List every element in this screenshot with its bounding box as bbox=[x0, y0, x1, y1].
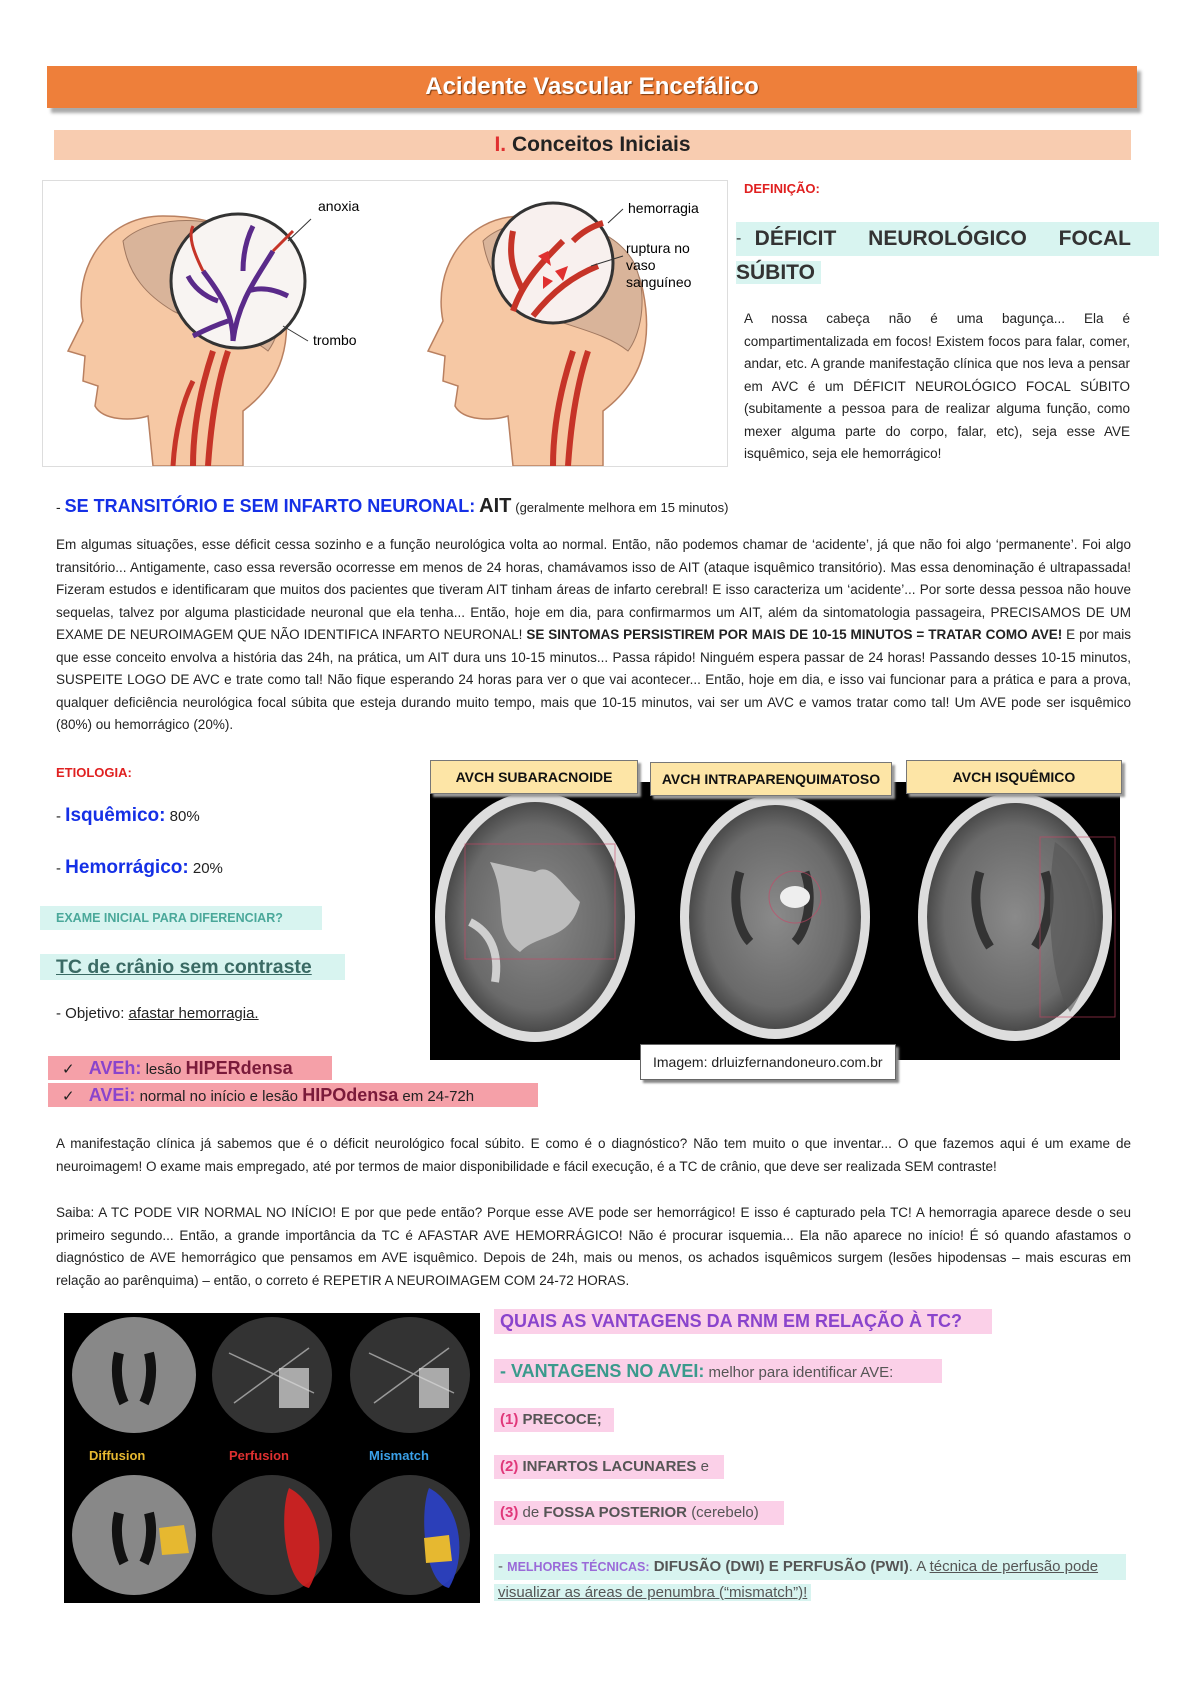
isq-dash: - bbox=[56, 808, 61, 825]
rnm-tec-dash: - bbox=[498, 1558, 503, 1575]
rnm-vant-text: melhor para identificar AVE: bbox=[708, 1364, 894, 1381]
ct-scan-isquemico bbox=[918, 793, 1115, 1041]
ct-caption: Imagem: drluizfernandoneuro.com.br bbox=[640, 1044, 896, 1080]
mri-perfusion-1 bbox=[212, 1317, 332, 1433]
mri-diffusion-2 bbox=[72, 1475, 196, 1595]
rnm-vantagens bbox=[494, 1359, 942, 1383]
rnm-tecnicas bbox=[494, 1554, 1126, 1605]
hem-value: 20% bbox=[192, 860, 223, 877]
etiologia-hemorragico bbox=[56, 857, 223, 879]
mri-mismatch-1 bbox=[350, 1317, 470, 1433]
avei-text1: normal no início e lesão bbox=[139, 1088, 299, 1105]
aveh-check: ✓ bbox=[62, 1061, 75, 1078]
etiologia-isquemico bbox=[56, 805, 200, 827]
mri-diffusion-1 bbox=[72, 1317, 196, 1433]
rnm-i1-text: PRECOCE; bbox=[522, 1411, 602, 1428]
objetivo-label: - Objetivo: bbox=[56, 1005, 125, 1022]
transitorio-p1: Em algumas situações, esse déficit cessa sozinho e a função neurológica volta ao normal. Então, não podemos chamar de ‘acidente’, já que não foi algo ‘permanente’. Foi algo transitório... Antigamente, caso essa reversão ocorresse em menos de 24 horas, chamávamos isso de AIT (ataque isquêmico transitório). Mas essa denominação é ultrapassada! Fizeram estudos e identificaram que muitos dos pacientes que tiveram AIT tinham áreas de infarto cerebral! E isso caracteriza um ‘acidente’... Por sorte dessa pessoa não houve sequelas, talvez por alguma plasticidade neuronal que ela tenha... Então, hoje em dia, para confirmarmos um AIT, além da sintomatologia passageira, PRECISAMOS DE UM EXAME DE NEUROIMAGEM QUE NÃO IDENTIFICA INFARTO NEURONAL! bbox=[56, 537, 1131, 642]
definicao-big-line1 bbox=[736, 222, 1159, 256]
hem-label: Hemorrágico: bbox=[65, 857, 189, 878]
rnm-i3-text: FOSSA POSTERIOR bbox=[543, 1504, 688, 1521]
transitorio-paragraph bbox=[56, 534, 1131, 737]
rnm-item-1 bbox=[494, 1408, 614, 1432]
avei-line bbox=[48, 1083, 538, 1107]
etiologia-heading: ETIOLOGIA: bbox=[56, 765, 132, 780]
objetivo bbox=[56, 1005, 259, 1022]
transitorio-ait: AIT bbox=[479, 495, 512, 517]
definicao-paragraph: A nossa cabeça não é uma bagunça... Ela é compartimentalizada em focos! Existem focos para falar, comer, andar, etc. A grande manifestação clínica que nos leva a pensar em AVC é um DÉFICIT NEUROLÓGICO FOCAL SÚBITO (subitamente a pessoa para de realizar alguma função, como mexer alguma parte do corpo, falar, etc), seja esse AVE isquêmico, seja ele hemorrágico! bbox=[744, 311, 1130, 461]
label-ruptura-3: sanguíneo bbox=[626, 274, 692, 290]
diagnostico-paragraph-1: A manifestação clínica já sabemos que é o déficit neurológico focal súbito. E como é o diagnóstico? Não tem muito o que inventar... O que fazemos aqui é um exame de neuroimagem! O exame mais empregado, até por termos de maior disponibilidade e fácil execução, é a TC de crânio, que deve ser realizada SEM contraste! bbox=[56, 1136, 1131, 1174]
mri-svg bbox=[64, 1313, 480, 1603]
transitorio-dash: - bbox=[56, 499, 61, 515]
tc-cranio: TC de crânio sem contraste bbox=[40, 954, 345, 980]
transitorio-p-bold: SE SINTOMAS PERSISTIREM POR MAIS DE 10-15 MINUTOS = TRATAR COMO AVE! bbox=[526, 627, 1063, 642]
rnm-tec-under2: visualizar as áreas de penumbra (“mismatch”)! bbox=[494, 1584, 811, 1601]
avei-label: AVEi: bbox=[88, 1085, 136, 1105]
transitorio-heading bbox=[56, 495, 1136, 518]
definicao-heading: DEFINIÇÃO: bbox=[744, 181, 820, 196]
mri-label-mismatch: Mismatch bbox=[369, 1448, 429, 1463]
rnm-i1-num: (1) bbox=[500, 1411, 519, 1428]
label-hemorragia: hemorragia bbox=[628, 200, 699, 216]
rnm-tec-bold: DIFUSÃO (DWI) E PERFUSÃO (PWI) bbox=[653, 1558, 909, 1575]
ct-tab-intraparenquimatoso: AVCH INTRAPARENQUIMATOSO bbox=[650, 762, 892, 796]
rnm-tec-line1 bbox=[494, 1554, 1126, 1580]
ct-scan-subaracnoide bbox=[435, 792, 635, 1042]
ct-scans bbox=[430, 782, 1120, 1060]
section-label: Conceitos Iniciais bbox=[511, 133, 691, 156]
rnm-i3-tail: (cerebelo) bbox=[691, 1504, 759, 1521]
section-heading bbox=[54, 130, 1131, 160]
page-title: Acidente Vascular Encefálico bbox=[47, 66, 1137, 108]
rnm-tec-under1: técnica de perfusão pode bbox=[929, 1558, 1099, 1575]
diagnostico-paragraph-2: Saiba: A TC PODE VIR NORMAL NO INÍCIO! E por que pede então? Porque esse AVE pode ser hemorrágico! E isso é capturado pela TC! A hemorragia aparece desde o seu primeiro segundo... Então, a grande importância da TC é AFASTAR AVE HEMORRÁGICO! Não é procurar isquemia... Ela não aparece no início! É só quando afastamos o diagnóstico de AVE hemorrágico que pensamos em AVE isquêmico. Depois de 24h, mais ou menos, os achados isquêmicos surgem (lesões hipodensas – mais escuras em relação ao parênquima) – então, o correto é REPETIR A NEUROIMAGEM COM 24-72 HORAS. bbox=[56, 1205, 1131, 1288]
rnm-i2-num: (2) bbox=[500, 1458, 519, 1475]
hem-dash: - bbox=[56, 860, 61, 877]
transitorio-title: SE TRANSITÓRIO E SEM INFARTO NEURONAL: bbox=[64, 496, 476, 516]
avei-check: ✓ bbox=[62, 1088, 75, 1105]
aveh-text2: HIPERdensa bbox=[185, 1058, 293, 1078]
aveh-text1: lesão bbox=[145, 1061, 182, 1078]
ct-tab-subaracnoide: AVCH SUBARACNOIDE bbox=[430, 760, 638, 794]
rnm-tec-label: MELHORES TÉCNICAS: bbox=[507, 1560, 650, 1574]
label-trombo: trombo bbox=[313, 332, 357, 348]
left-head bbox=[68, 214, 311, 466]
definicao-big bbox=[736, 222, 1131, 290]
transitorio-note: (geralmente melhora em 15 minutos) bbox=[515, 500, 729, 515]
mri-perfusion-2 bbox=[212, 1475, 332, 1595]
rnm-i3-pre: de bbox=[522, 1504, 540, 1521]
definicao-line1: DÉFICIT NEUROLÓGICO FOCAL bbox=[754, 227, 1131, 250]
mri-mismatch-2 bbox=[350, 1475, 470, 1595]
mri-label-diffusion: Diffusion bbox=[89, 1448, 146, 1463]
objetivo-value: afastar hemorragia. bbox=[128, 1005, 259, 1022]
label-anoxia: anoxia bbox=[318, 198, 360, 214]
rnm-vant-heading: - VANTAGENS NO AVEI: bbox=[500, 1361, 705, 1381]
mri-label-perfusion: Perfusion bbox=[229, 1448, 289, 1463]
rnm-i3-num: (3) bbox=[500, 1504, 519, 1521]
label-ruptura-1: ruptura no bbox=[626, 240, 690, 256]
rnm-question: QUAIS AS VANTAGENS DA RNM EM RELAÇÃO À TC? bbox=[494, 1309, 992, 1334]
stroke-illustration-svg bbox=[43, 181, 727, 466]
rnm-tec-mid: . A bbox=[908, 1558, 926, 1575]
transitorio-p2: E por mais que esse conceito envolva a história das 24h, na prática, um AIT dura uns 10-15 minutos... Passa rápido! Ninguém espera passar de 24 horas! Passando desses 10-15 minutos, SUSPEITE LOGO DE AVC e trate como tal! Não fique esperando 24 horas para ver o que vai acontecer... Então, hoje em dia, e isso vai funcionar para a prática e para a prova, qualquer deficiência neurológica focal súbita que esteja durando muito tempo, mais que 10-15 minutos, vai ser um AVC e vamos tratar como tal! Um AVE pode ser isquêmico (80%) ou hemorrágico (20%). bbox=[56, 627, 1131, 732]
rnm-i2-tail: e bbox=[700, 1458, 709, 1475]
label-ruptura-2: vaso bbox=[626, 257, 656, 273]
ct-tab-isquemico: AVCH ISQUÊMICO bbox=[906, 760, 1122, 794]
rnm-i2-text: INFARTOS LACUNARES bbox=[522, 1458, 697, 1475]
aveh-label: AVEh: bbox=[88, 1058, 142, 1078]
right-head bbox=[428, 203, 647, 466]
ct-scan-intraparenquimatoso bbox=[680, 795, 870, 1039]
section-number: I. bbox=[494, 133, 507, 156]
ct-scans-svg bbox=[430, 782, 1120, 1060]
definicao-dash: - bbox=[736, 230, 742, 247]
isq-value: 80% bbox=[169, 808, 200, 825]
avei-text3: em 24-72h bbox=[402, 1088, 475, 1105]
mri-panel bbox=[64, 1313, 480, 1603]
definicao-line2: SÚBITO bbox=[736, 261, 821, 284]
stroke-illustration bbox=[42, 180, 728, 467]
rnm-item-3 bbox=[494, 1501, 784, 1525]
avei-text2: HIPOdensa bbox=[302, 1085, 399, 1105]
isq-label: Isquêmico: bbox=[65, 805, 166, 826]
exame-question: EXAME INICIAL PARA DIFERENCIAR? bbox=[40, 906, 322, 930]
rnm-item-2 bbox=[494, 1455, 724, 1479]
aveh-line bbox=[48, 1056, 332, 1080]
